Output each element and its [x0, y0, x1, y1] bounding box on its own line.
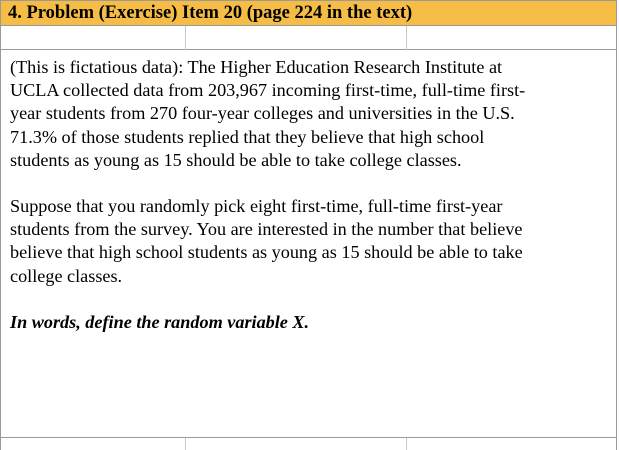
- text-line: Suppose that you randomly pick eight first-time, full-time first-year: [10, 196, 503, 217]
- text-line: UCLA collected data from 203,967 incoming first-time, full-time first-: [10, 80, 526, 101]
- paragraph-gap: [10, 172, 606, 195]
- problem-header: [0, 0, 617, 26]
- text-line: students from the survey. You are interested in the number that believe: [10, 219, 523, 240]
- cell-divider: [406, 438, 407, 450]
- text-line: year students from 270 four-year colleges and universities in the U.S.: [10, 103, 515, 124]
- bottom-row: [0, 438, 617, 450]
- spacer-row: [0, 26, 617, 50]
- paragraph-gap: [10, 288, 606, 311]
- text-line: (This is fictatious data): The Higher Education Research Institute at: [10, 57, 503, 77]
- text-line: 71.3% of those students replied that they believe that high school: [10, 126, 485, 147]
- text-line: students as young as 15 should be able to take college classes.: [10, 149, 462, 170]
- text-line: believe that high school students as young as 15 should be able to take: [10, 242, 523, 263]
- problem-title: 4. Problem (Exercise) Item 20 (page 224 in the text): [8, 3, 413, 23]
- cell-divider: [406, 26, 407, 50]
- paragraph-scenario: [10, 195, 606, 288]
- problem-content: [0, 50, 617, 438]
- paragraph-context: [10, 56, 606, 172]
- question-prompt: In words, define the random variable X.: [10, 311, 310, 332]
- cell-divider: [185, 438, 186, 450]
- text-line: college classes.: [10, 265, 123, 286]
- cell-divider: [185, 26, 186, 50]
